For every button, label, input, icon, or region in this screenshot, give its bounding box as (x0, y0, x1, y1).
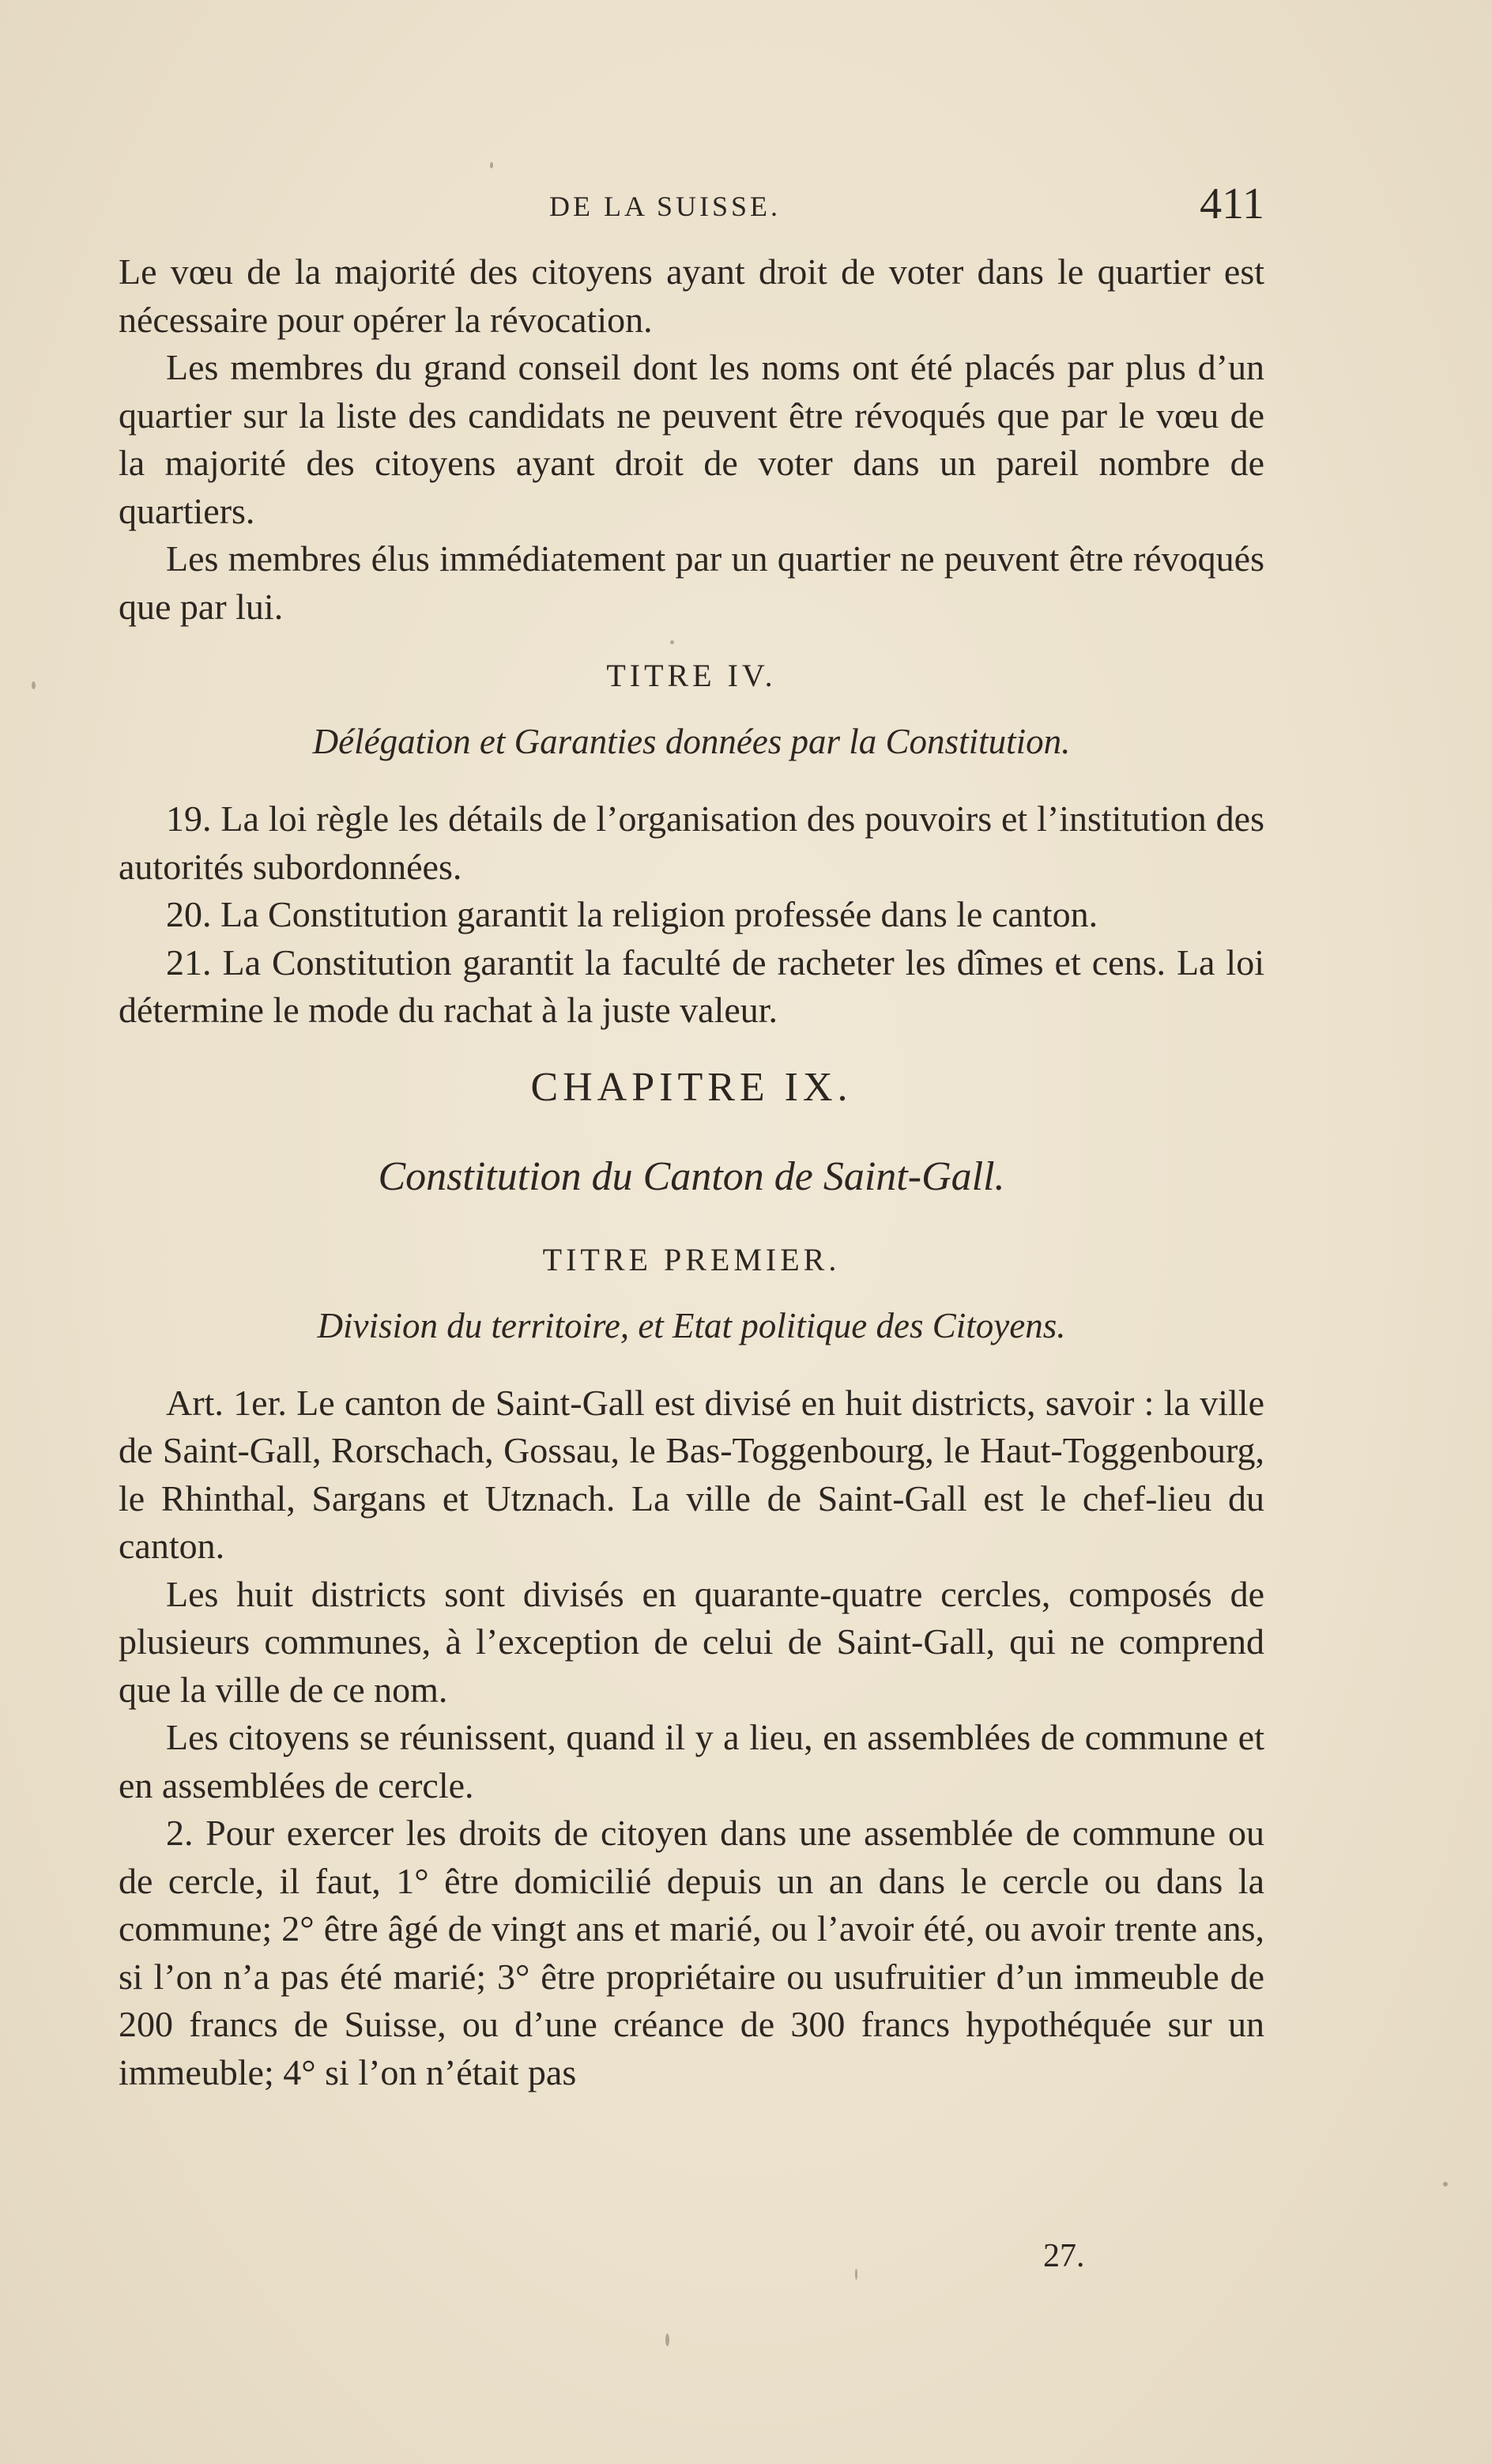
titre-iv-subtitle: Délégation et Garanties données par la Constitution. (312, 722, 1071, 761)
page-number: 411 (1200, 179, 1264, 228)
article: Art. 1er. Le canton de Saint-Gall est divisé en huit districts, savoir : la ville de Saint-Gall, Rorschach, Gossau, le Bas-Toggenbourg, le Haut-Toggenbourg, le Rhinthal, Sargans et Utznach. La ville de Saint-Gall est le chef-lieu du canton. (119, 1382, 1264, 1566)
paragraph: Les membres élus immédiatement par un quartier ne peuvent être révoqués que par lui. (119, 538, 1264, 627)
paragraph: Le vœu de la majorité des citoyens ayant droit de voter dans le quartier est nécessaire pour opérer la révocation. (119, 251, 1264, 340)
titre-premier-subtitle: Division du territoire, et Etat politique des Citoyens. (317, 1305, 1066, 1345)
chapter-heading: CHAPITRE IX. (530, 1064, 853, 1110)
paragraph: Les membres du grand conseil dont les noms ont été placés par plus d’un quartier sur la liste des candidats ne peuvent être révoqués que par le vœu de la majorité des citoyens ayant droit de voter dans un pareil nombre de quartiers. (119, 347, 1264, 531)
article: 20. La Constitution garantit la religion professée dans le canton. (166, 894, 1098, 934)
titre-iv-heading: TITRE IV. (606, 658, 777, 693)
signature-mark: 27. (1043, 2238, 1085, 2274)
paragraph: Les citoyens se réunissent, quand il y a lieu, en assemblées de commune et en assemblées de cercle. (119, 1717, 1264, 1806)
paragraph: Les huit districts sont divisés en quarante-quatre cercles, composés de plusieurs communes, à l’exception de celui de Saint-Gall, qui ne comprend que la ville de ce nom. (119, 1573, 1264, 1710)
chapter-subtitle: Constitution du Canton de Saint-Gall. (378, 1153, 1005, 1199)
article: 21. La Constitution garantit la faculté de racheter les dîmes et cens. La loi détermine le mode du rachat à la juste valeur. (119, 941, 1264, 1030)
running-head: DE LA SUISSE. (549, 191, 782, 222)
page-header (119, 179, 1264, 245)
article: 19. La loi règle les détails de l’organisation des pouvoirs et l’institution des autorités subordonnées. (119, 798, 1264, 887)
article: 2. Pour exercer les droits de citoyen dans une assemblée de commune ou de cercle, il faut, 1° être domicilié depuis un an dans le cercle ou dans la commune; 2° être âgé de vingt ans et marié, ou l’avoir été, ou avoir trente ans, si l’on n’a pas été marié; 3° être propriétaire ou usufruitier d’un immeuble de 200 francs de Suisse, ou d’une créance de 300 francs hypothéquée sur un immeuble; 4° si l’on n’était pas (119, 1813, 1264, 2092)
titre-premier-heading: TITRE PREMIER. (542, 1241, 841, 1277)
text-block (119, 179, 1264, 2096)
